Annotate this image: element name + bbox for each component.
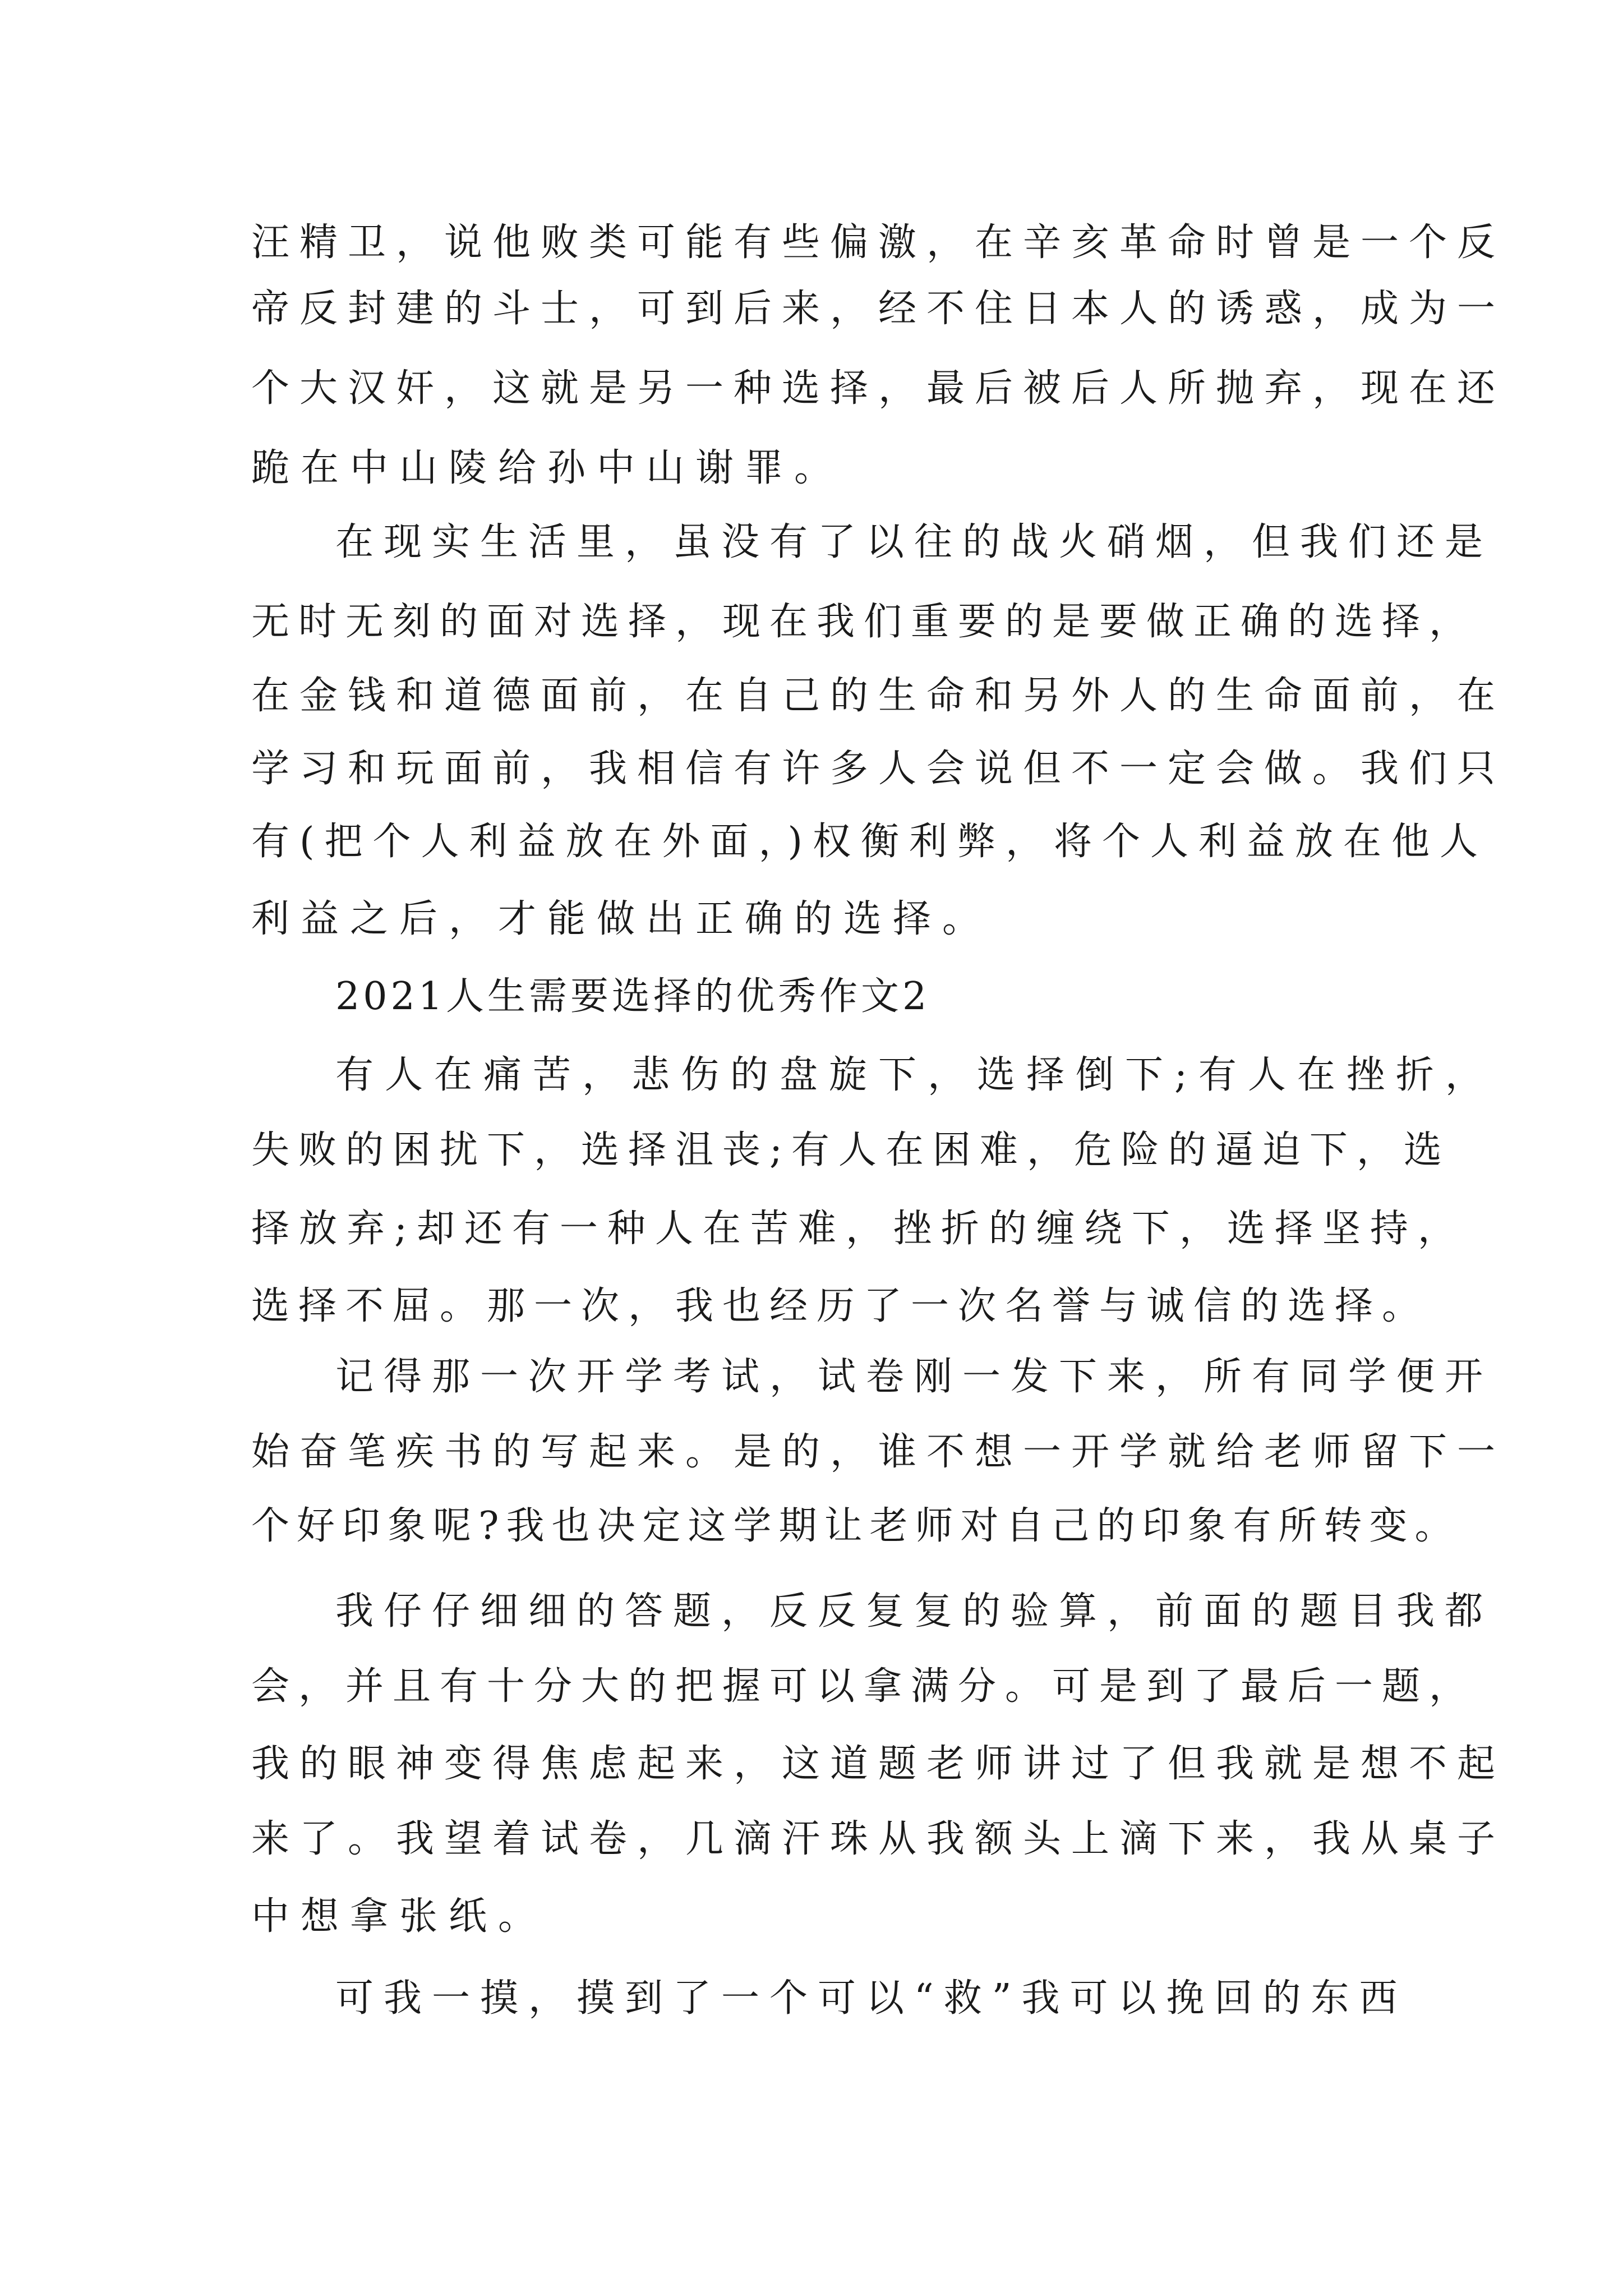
text-line-24: 可我一摸，摸到了一个可以“救”我可以挽回的东西 — [335, 1976, 1408, 2021]
text-line-7: 在金钱和道德面前，在自己的生命和另外人的生命面前，在 — [251, 674, 1506, 718]
text-line-4: 跪在中山陵给孙中山谢罪。 — [251, 446, 844, 490]
text-line-22: 来了。我望着试卷，几滴汗珠从我额头上滴下来，我从桌子 — [251, 1817, 1506, 1861]
text-line-6: 无时无刻的面对选择，现在我们重要的是要做正确的选择， — [251, 600, 1477, 644]
text-line-19: 我仔仔细细的答题，反反复复的验算，前面的题目我都 — [335, 1589, 1493, 1634]
text-line-21: 我的眼神变得焦虑起来，这道题老师讲过了但我就是想不起 — [251, 1742, 1506, 1786]
text-line-23: 中想拿张纸。 — [251, 1894, 548, 1939]
text-line-2: 帝反封建的斗士，可到后来，经不住日本人的诱惑，成为一 — [251, 287, 1506, 331]
text-line-13: 失败的困扰下，选择沮丧;有人在困难，危险的逼迫下，选 — [251, 1128, 1451, 1172]
text-line-3: 个大汉奸，这就是另一种选择，最后被后人所抛弃，现在还 — [251, 366, 1506, 411]
text-line-1: 汪精卫，说他败类可能有些偏激，在辛亥革命时曾是一个反 — [251, 220, 1506, 265]
text-line-15: 选择不屈。那一次，我也经历了一次名誉与诚信的选择。 — [251, 1284, 1430, 1328]
section-heading: 2021人生需要选择的优秀作文2 — [335, 974, 930, 1019]
text-line-18: 个好印象呢?我也决定这学期让老师对自己的印象有所转变。 — [251, 1504, 1460, 1548]
text-line-14: 择放弃;却还有一种人在苦难，挫折的缠绕下，选择坚持， — [251, 1207, 1465, 1251]
text-line-20: 会，并且有十分大的把握可以拿满分。可是到了最后一题， — [251, 1664, 1477, 1709]
text-line-17: 始奋笔疾书的写起来。是的，谁不想一开学就给老师留下一 — [251, 1430, 1506, 1474]
text-line-8: 学习和玩面前，我相信有许多人会说但不一定会做。我们只 — [251, 747, 1506, 791]
text-line-16: 记得那一次开学考试，试卷刚一发下来，所有同学便开 — [335, 1355, 1493, 1399]
text-line-12: 有人在痛苦，悲伤的盘旋下，选择倒下;有人在挫折， — [335, 1053, 1495, 1097]
text-line-5: 在现实生活里，虽没有了以往的战火硝烟，但我们还是 — [335, 520, 1493, 564]
text-line-9: 有(把个人利益放在外面，)权衡利弊，将个人利益放在他人 — [251, 820, 1488, 864]
text-line-10: 利益之后，才能做出正确的选择。 — [251, 897, 992, 941]
